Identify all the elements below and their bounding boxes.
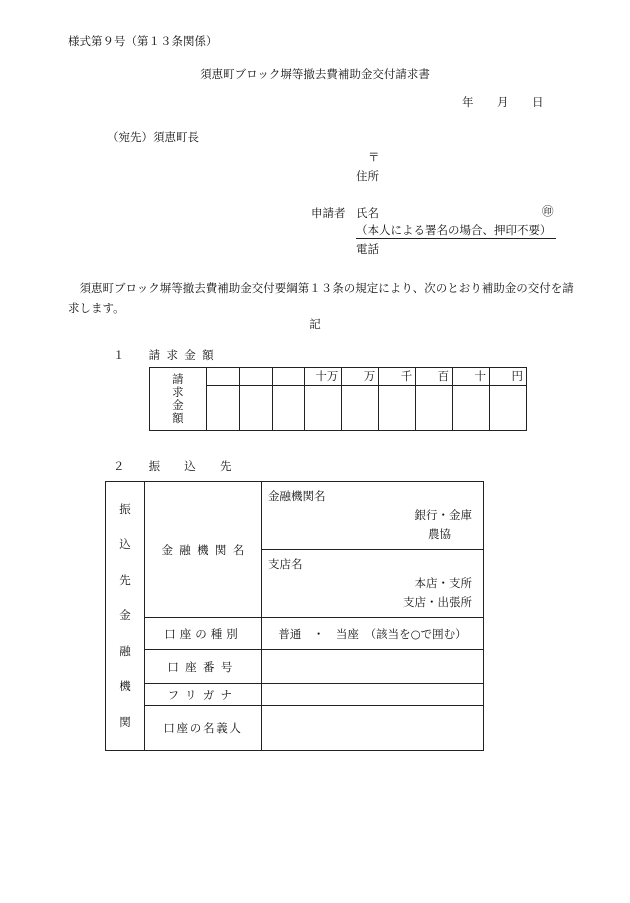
amount-cell[interactable] [305, 385, 342, 430]
account-holder-cell[interactable] [262, 706, 484, 751]
section2-heading: ２ 振 込 先 [113, 459, 238, 473]
account-type-label: 口座の種別 [145, 618, 262, 650]
account-type-value[interactable]: 普通 ・ 当座 （該当を○で囲む） [262, 618, 484, 650]
digit-label [272, 368, 305, 386]
digit-label-100: 百 [416, 368, 453, 386]
applicant-label: 申請者 [311, 206, 346, 220]
section1-heading: １ 請求金額 [113, 348, 220, 362]
digit-label-yen: 円 [490, 368, 527, 386]
amount-cell[interactable] [239, 385, 272, 430]
amount-row-label: 請 求 金 額 [150, 368, 207, 431]
phone-label: 電話 [356, 242, 379, 256]
ki-mark: 記 [309, 317, 321, 331]
amount-cell[interactable] [379, 385, 416, 430]
amount-cell[interactable] [490, 385, 527, 430]
name-label: 氏名 [356, 206, 379, 220]
digit-label [206, 368, 239, 386]
branch-field-label: 支店名 [268, 557, 303, 571]
branch-name-cell[interactable] [262, 550, 484, 618]
furigana-cell[interactable] [262, 684, 484, 706]
bank-field-label: 金融機関名 [268, 489, 326, 503]
amount-cell[interactable] [272, 385, 305, 430]
furigana-label: フリガナ [145, 684, 262, 706]
page-title: 須恵町ブロック塀等撤去費補助金交付請求書 [200, 67, 430, 81]
account-number-cell[interactable] [262, 650, 484, 684]
digit-label-10: 十 [453, 368, 490, 386]
amount-cell[interactable] [206, 385, 239, 430]
digit-label-100k: 十万 [305, 368, 342, 386]
body-text: 須恵町ブロック塀等撤去費補助金交付要綱第１３条の規定により、次のとおり補助金の交付を請求します。 [68, 281, 574, 315]
digit-label-10k: 万 [342, 368, 379, 386]
seal-mark: ㊞ [542, 204, 554, 218]
seal-note: （本人による署名の場合、押印不要） [356, 224, 556, 239]
account-number-label: 口座番号 [145, 650, 262, 684]
bank-suffix-nokyo: 農協 [428, 527, 451, 541]
amount-cell[interactable] [416, 385, 453, 430]
bank-side-label: 振 込 先 金 融 機 関 [106, 482, 145, 751]
amount-cell[interactable] [342, 385, 379, 430]
branch-suffix-2: 支店・出張所 [403, 595, 472, 609]
date-day: 日 [532, 95, 544, 109]
amount-cell[interactable] [453, 385, 490, 430]
date-year: 年 [462, 95, 474, 109]
account-holder-label: 口座の名義人 [145, 706, 262, 751]
amount-table [149, 367, 527, 431]
bank-name-label: 金融機関名 [145, 482, 262, 618]
bank-name-cell[interactable] [262, 482, 484, 550]
branch-suffix: 本店・支所 [414, 576, 472, 590]
bank-table [105, 481, 484, 751]
digit-label [239, 368, 272, 386]
postal-mark: 〒 [368, 150, 380, 164]
addressee: （宛先）須恵町長 [107, 130, 199, 144]
digit-label-1k: 千 [379, 368, 416, 386]
bank-suffix: 銀行・金庫 [414, 508, 472, 522]
date-month: 月 [497, 95, 509, 109]
address-label: 住所 [356, 169, 379, 183]
form-number: 様式第９号（第１３条関係） [68, 34, 218, 48]
